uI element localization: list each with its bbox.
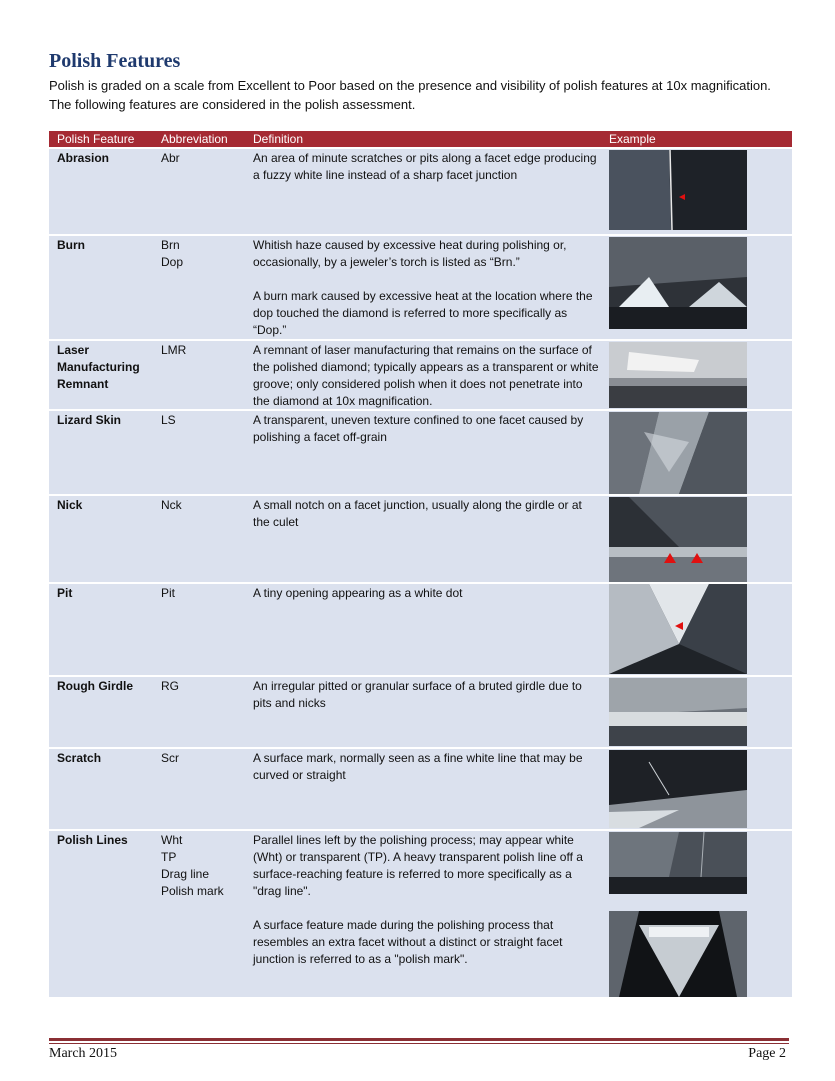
example-image-polish-lines-polish-mark [609, 911, 747, 997]
definition-cell [253, 678, 601, 712]
intro-paragraph: Polish is graded on a scale from Excellent to Poor based on the presence and visibility of polish features at 10x magnification. The following features are considered in the polish assessment. [49, 78, 771, 112]
definition-cell [253, 585, 601, 602]
abbreviation: Polish mark [161, 884, 224, 898]
definition-text: Whitish haze caused by excessive heat during polishing or, occasionally, by a jeweler’s torch is listed as “Brn.” [253, 238, 567, 269]
abbreviation-cell [161, 497, 251, 514]
definition-text: Parallel lines left by the polishing process; may appear white (Wht) or transparent (TP). A heavy transparent polish line off a surface-reaching feature is referred to more specifically as a "drag line". [253, 833, 583, 898]
abbreviation-cell [161, 585, 251, 602]
abbreviation: RG [161, 679, 179, 693]
example-image-burn [609, 237, 747, 329]
footer-rule-thin [49, 1043, 789, 1044]
definition-text: A burn mark caused by excessive heat at the location where the dop touched the diamond is referred to more specifically as “Dop.” [253, 289, 593, 337]
table-row [49, 149, 792, 234]
abbreviation-cell [161, 750, 251, 767]
example-image-scratch [609, 750, 747, 828]
example-image-nick [609, 497, 747, 582]
page-title: Polish Features [49, 50, 181, 72]
abbreviation-cell [161, 150, 251, 167]
footer-page-number: Page 2 [748, 1046, 786, 1061]
abbreviation: Nck [161, 498, 182, 512]
definition-text: An area of minute scratches or pits along a facet edge producing a fuzzy white line instead of a sharp facet junction [253, 151, 597, 182]
feature-name: Polish Lines [57, 833, 128, 847]
feature-name: Scratch [57, 751, 102, 765]
definition-cell [253, 150, 601, 184]
abbreviation-cell [161, 342, 251, 359]
table-row [49, 831, 792, 997]
definition-text: A tiny opening appearing as a white dot [253, 586, 463, 600]
header-polish-feature: Polish Feature [57, 132, 135, 146]
abbreviation: Wht [161, 833, 183, 847]
example-image-pit [609, 584, 747, 674]
definition-text: A transparent, uneven texture confined to one facet caused by polishing a facet off-grain [253, 413, 584, 444]
abbreviation-cell [161, 412, 251, 429]
definition-text: A small notch on a facet junction, usually along the girdle or at the culet [253, 498, 582, 529]
feature-name: Nick [57, 498, 83, 512]
definition-cell [253, 750, 601, 784]
feature-name: Pit [57, 586, 73, 600]
definition-cell [253, 237, 601, 339]
table-row [49, 411, 792, 494]
definition-cell [253, 412, 601, 446]
definition-cell [253, 342, 601, 410]
abbreviation: Scr [161, 751, 179, 765]
feature-name: Abrasion [57, 151, 110, 165]
example-image-abrasion [609, 150, 747, 230]
abbreviation: TP [161, 850, 177, 864]
example-image-laser-manufacturing-remnant [609, 342, 747, 408]
abbreviation-cell [161, 832, 251, 900]
polish-features-table [49, 131, 792, 997]
example-image-polish-lines-drag-line [609, 832, 747, 894]
table-row [49, 496, 792, 582]
feature-name: Laser Manufacturing Remnant [57, 343, 140, 391]
example-image-rough-girdle [609, 678, 747, 746]
definition-cell [253, 832, 601, 968]
table-row [49, 677, 792, 747]
example-image-lizard-skin [609, 412, 747, 494]
abbreviation: LS [161, 413, 176, 427]
abbreviation: Dop [161, 255, 184, 269]
table-row [49, 584, 792, 675]
feature-name: Lizard Skin [57, 413, 122, 427]
abbreviation-cell [161, 237, 251, 271]
abbreviation: LMR [161, 343, 187, 357]
table-row [49, 341, 792, 409]
definition-text: An irregular pitted or granular surface of a bruted girdle due to pits and nicks [253, 679, 582, 710]
table-row [49, 236, 792, 339]
header-abbreviation: Abbreviation [161, 132, 228, 146]
abbreviation: Brn [161, 238, 180, 252]
abbreviation: Drag line [161, 867, 210, 881]
abbreviation-cell [161, 678, 251, 695]
footer-rule-thick [49, 1038, 789, 1041]
definition-text: A remnant of laser manufacturing that remains on the surface of the polished diamond; typically appears as a transparent or white groove; only considered polish when it does not penetrate into the diamond at 10x magnification. [253, 343, 599, 408]
header-example: Example [609, 132, 656, 146]
abbreviation: Pit [161, 586, 176, 600]
table-row [49, 749, 792, 829]
feature-name: Rough Girdle [57, 679, 133, 693]
feature-name: Burn [57, 238, 85, 252]
abbreviation: Abr [161, 151, 180, 165]
definition-text: A surface feature made during the polishing process that resembles an extra facet without a distinct or straight facet junction is referred to as a "polish mark". [253, 918, 563, 966]
table-header [49, 131, 792, 147]
definition-cell [253, 497, 601, 531]
footer-date: March 2015 [49, 1046, 118, 1061]
definition-text: A surface mark, normally seen as a fine white line that may be curved or straight [253, 751, 583, 782]
header-definition: Definition [253, 132, 304, 146]
